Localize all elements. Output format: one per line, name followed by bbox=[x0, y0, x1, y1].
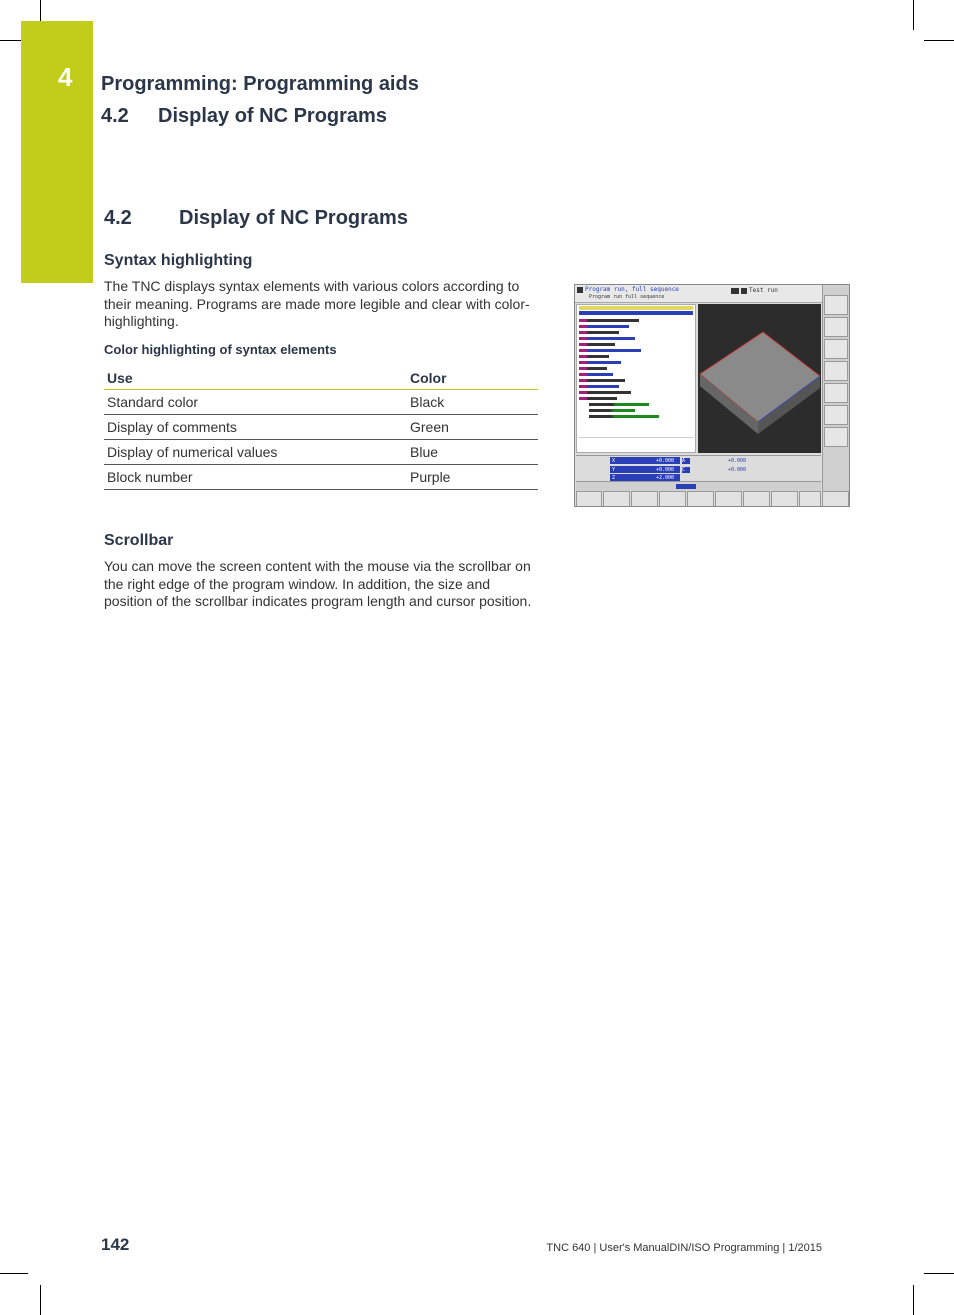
screenshot-softkey bbox=[631, 491, 658, 507]
crop-mark bbox=[0, 1273, 28, 1274]
running-section-title: Display of NC Programs bbox=[158, 105, 387, 127]
table-cell-color: Black bbox=[407, 390, 538, 415]
crop-mark bbox=[913, 0, 914, 30]
running-header-section bbox=[101, 105, 387, 128]
crop-mark bbox=[40, 0, 41, 22]
screenshot-softkey bbox=[715, 491, 742, 507]
screenshot-softkey bbox=[687, 491, 714, 507]
chapter-number: 4 bbox=[58, 62, 73, 92]
axis-c-label: C bbox=[682, 467, 690, 473]
crop-mark bbox=[913, 1285, 914, 1315]
screenshot-side-key bbox=[824, 427, 848, 447]
workpiece-graphic bbox=[698, 304, 821, 453]
axis-x-label: X bbox=[612, 458, 616, 464]
color-table bbox=[104, 366, 538, 490]
tnc-screenshot bbox=[574, 284, 850, 507]
scrollbar-text: You can move the screen content with the mouse via the scrollbar on the right edge of the program window. In addition, the size and position of the scrollbar indicates program length and cursor position. bbox=[104, 558, 532, 609]
page-number: 142 bbox=[101, 1235, 130, 1254]
axis-a-value: +0.000 bbox=[728, 458, 747, 464]
axis-y-label: Y bbox=[612, 467, 616, 473]
table-header-color: Color bbox=[407, 366, 538, 390]
screenshot-softkey bbox=[743, 491, 770, 507]
table-cell-use: Display of numerical values bbox=[104, 440, 407, 465]
screenshot-3d-view bbox=[698, 304, 821, 453]
axis-a-label: A bbox=[682, 458, 690, 464]
screenshot-side-key bbox=[824, 295, 848, 315]
axis-x-value: +0.000 bbox=[656, 458, 675, 464]
table-cell-color: Green bbox=[407, 415, 538, 440]
table-header-use: Use bbox=[104, 366, 407, 390]
table-row bbox=[104, 465, 538, 490]
table-cell-use: Display of comments bbox=[104, 415, 407, 440]
table-header-row bbox=[104, 366, 538, 390]
table-cell-use: Standard color bbox=[104, 390, 407, 415]
chapter-tab bbox=[21, 21, 93, 283]
footer-text: TNC 640 | User's ManualDIN/ISO Programming | 1/2015 bbox=[546, 1242, 822, 1254]
scrollbar-heading: Scrollbar bbox=[104, 532, 174, 549]
screenshot-side-key bbox=[824, 405, 848, 425]
screenshot-softkey bbox=[603, 491, 630, 507]
screenshot-side-key bbox=[824, 339, 848, 359]
screenshot-side-key bbox=[824, 317, 848, 337]
table-row bbox=[104, 390, 538, 415]
screenshot-softkey bbox=[799, 491, 821, 507]
axis-y-value: +0.000 bbox=[656, 467, 675, 473]
table-cell-use: Block number bbox=[104, 465, 407, 490]
axis-z-label: Z bbox=[612, 475, 616, 481]
running-header-chapter: Programming: Programming aids bbox=[101, 73, 419, 95]
screenshot-program-window bbox=[576, 304, 696, 453]
screenshot-position-display bbox=[576, 455, 821, 482]
screenshot-side-key bbox=[824, 361, 848, 381]
table-cell-color: Purple bbox=[407, 465, 538, 490]
section-number: 4.2 bbox=[104, 207, 132, 229]
section-heading bbox=[104, 207, 408, 230]
screenshot-softkey bbox=[659, 491, 686, 507]
screenshot-softkey bbox=[771, 491, 798, 507]
screenshot-softkey bbox=[576, 491, 602, 507]
table-row bbox=[104, 415, 538, 440]
screenshot-side-key bbox=[824, 383, 848, 403]
screenshot-mode-subtitle: Program run full sequence bbox=[589, 294, 665, 300]
crop-mark bbox=[0, 40, 22, 41]
syntax-text: The TNC displays syntax elements with various colors according to their meaning. Programs are made more legible and clear with color-highlighting. bbox=[104, 278, 530, 329]
crop-mark bbox=[40, 1285, 41, 1315]
table-cell-color: Blue bbox=[407, 440, 538, 465]
crop-mark bbox=[924, 1273, 954, 1274]
screenshot-softkey bbox=[822, 491, 849, 507]
section-title: Display of NC Programs bbox=[179, 207, 408, 229]
axis-z-value: +2.000 bbox=[656, 475, 675, 481]
screenshot-mode-title: Program run, full sequence bbox=[585, 286, 679, 293]
screenshot-status-bar bbox=[576, 481, 821, 491]
table-row bbox=[104, 440, 538, 465]
syntax-heading: Syntax highlighting bbox=[104, 252, 253, 269]
running-section-number: 4.2 bbox=[101, 105, 129, 127]
screenshot-test-mode: Test run bbox=[749, 287, 778, 294]
crop-mark bbox=[924, 40, 954, 41]
table-caption: Color highlighting of syntax elements bbox=[104, 342, 337, 357]
screenshot-mode-bar bbox=[575, 285, 822, 303]
axis-c-value: +0.000 bbox=[728, 467, 747, 473]
